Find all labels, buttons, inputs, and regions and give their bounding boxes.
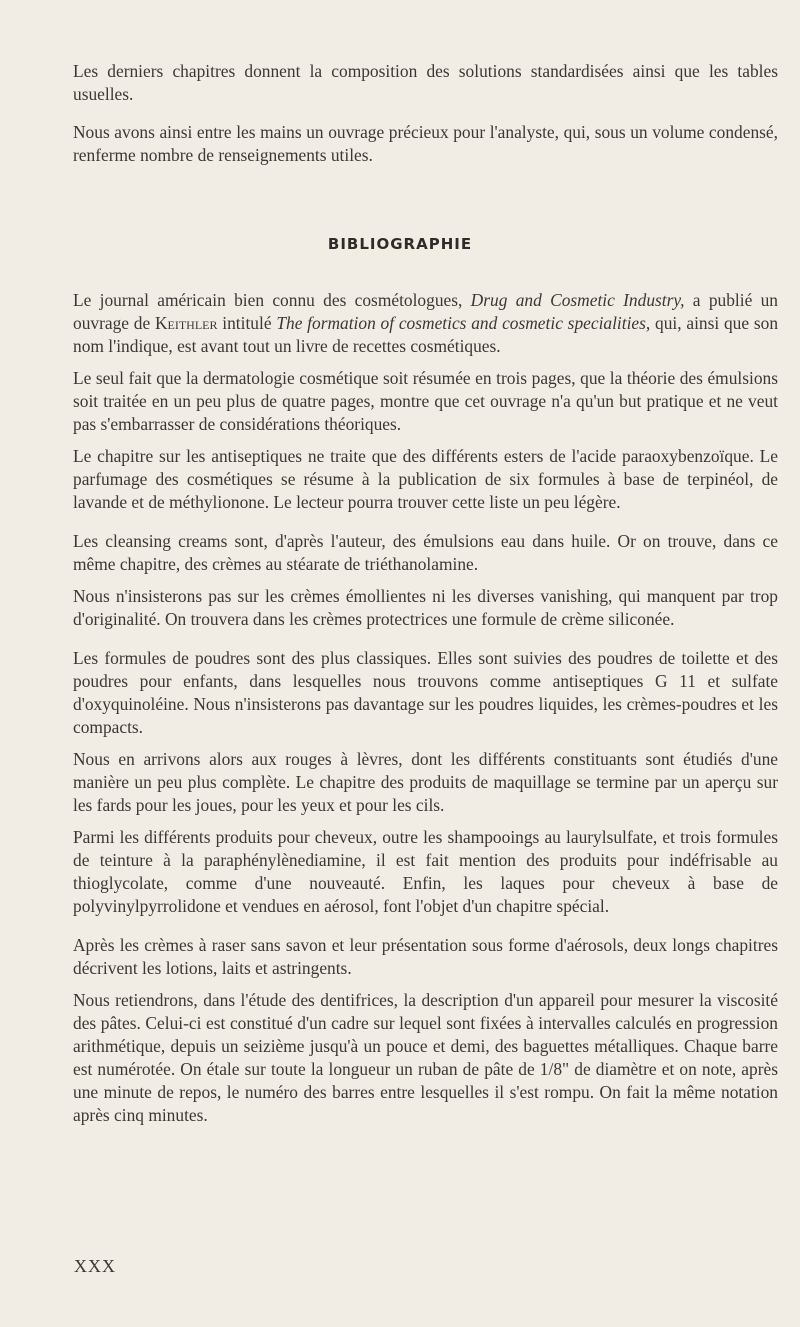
author-name: Keithler	[154, 313, 218, 333]
intro-paragraph: Nous avons ainsi entre les mains un ouvrage précieux pour l'analyste, qui, sous un volume condensé, renferme nombre de renseignements utiles.	[73, 122, 778, 165]
bibliography-paragraph: Après les crèmes à raser sans savon et leur présentation sous forme d'aérosols, deux longs chapitres décrivent les lotions, laits et astringents.	[73, 935, 778, 978]
bibliography-paragraph: Le chapitre sur les antiseptiques ne traite que des différents esters de l'acide paraoxybenzoïque. Le parfumage des cosmétiques se résume à la publication de six formules à base de terpinéol, de lavande et de méthylionone. Le lecteur pourra trouver cette liste un peu légère.	[73, 446, 778, 512]
bibliography-paragraph: Nous n'insisterons pas sur les crèmes émollientes ni les diverses vanishing, qui manquent par trop d'originalité. On trouvera dans les crèmes protectrices une formule de crème siliconée.	[73, 586, 778, 629]
bibliography-paragraph: Les cleansing creams sont, d'après l'auteur, des émulsions eau dans huile. Or on trouve, dans ce même chapitre, des crèmes au stéarate de triéthanolamine.	[73, 531, 778, 574]
bibliography-paragraph: Les formules de poudres sont des plus classiques. Elles sont suivies des poudres de toilette et des poudres pour enfants, dans lesquelles nous trouvons comme antiseptiques G 11 et sulfate d'oxyquinoléine. Nous n'insisterons pas davantage sur les poudres liquides, les crèmes-poudres et les compacts.	[73, 648, 778, 737]
text-run: intitulé	[217, 313, 277, 333]
intro-paragraph: Les derniers chapitres donnent la composition des solutions standardisées ainsi que les tables usuelles.	[73, 61, 778, 104]
bibliography-section	[73, 289, 778, 1136]
journal-title: Drug and Cosmetic Industry,	[470, 290, 685, 310]
text-run: Le journal américain bien connu des cosmétologues,	[73, 290, 471, 310]
text-run: qui, ainsi que son nom l'indique, est avant tout un livre de recettes cosmétiques.	[73, 313, 779, 356]
text-run: a publié un ouvrage de	[73, 290, 778, 333]
bibliography-paragraph: Le seul fait que la dermatologie cosmétique soit résumée en trois pages, que la théorie des émulsions soit traitée en un peu plus de quatre pages, montre que cet ouvrage n'a qu'un but pratique et ne veut pas s'embarrasser de considérations théoriques.	[73, 368, 778, 434]
intro-section	[73, 60, 778, 182]
bibliography-paragraph: Parmi les différents produits pour cheveux, outre les shampooings au laurylsulfate, et trois formules de teinture à la paraphénylènediamine, il est fait mention des produits pour indéfrisable au thioglycolate, comme d'une nouveauté. Enfin, les laques pour cheveux à base de polyvinylpyrrolidone et vendues en aérosol, font l'objet d'un chapitre spécial.	[73, 827, 778, 916]
book-title: The formation of cosmetics and cosmetic specialities,	[276, 313, 651, 333]
section-heading: BIBLIOGRAPHIE	[327, 235, 473, 253]
page-number: XXX	[74, 1256, 116, 1276]
bibliography-paragraph	[73, 289, 778, 358]
bibliography-paragraph: Nous en arrivons alors aux rouges à lèvres, dont les différents constituants sont étudiés d'une manière un peu plus complète. Le chapitre des produits de maquillage se termine par un aperçu sur les fards pour les joues, pour les yeux et pour les cils.	[73, 749, 778, 815]
bibliography-paragraph: Nous retiendrons, dans l'étude des dentifrices, la description d'un appareil pour mesurer la viscosité des pâtes. Celui-ci est constitué d'un cadre sur lequel sont fixées à intervalles calculés en progression arithmétique, depuis un seizième jusqu'à un pouce et demi, des baguettes métalliques. Chaque barre est numérotée. On étale sur toute la longueur un ruban de pâte de 1/8" de diamètre et on note, après une minute de repos, le numéro des barres entre lesquelles il s'est rompu. On fait la même notation après cinq minutes.	[73, 990, 778, 1125]
